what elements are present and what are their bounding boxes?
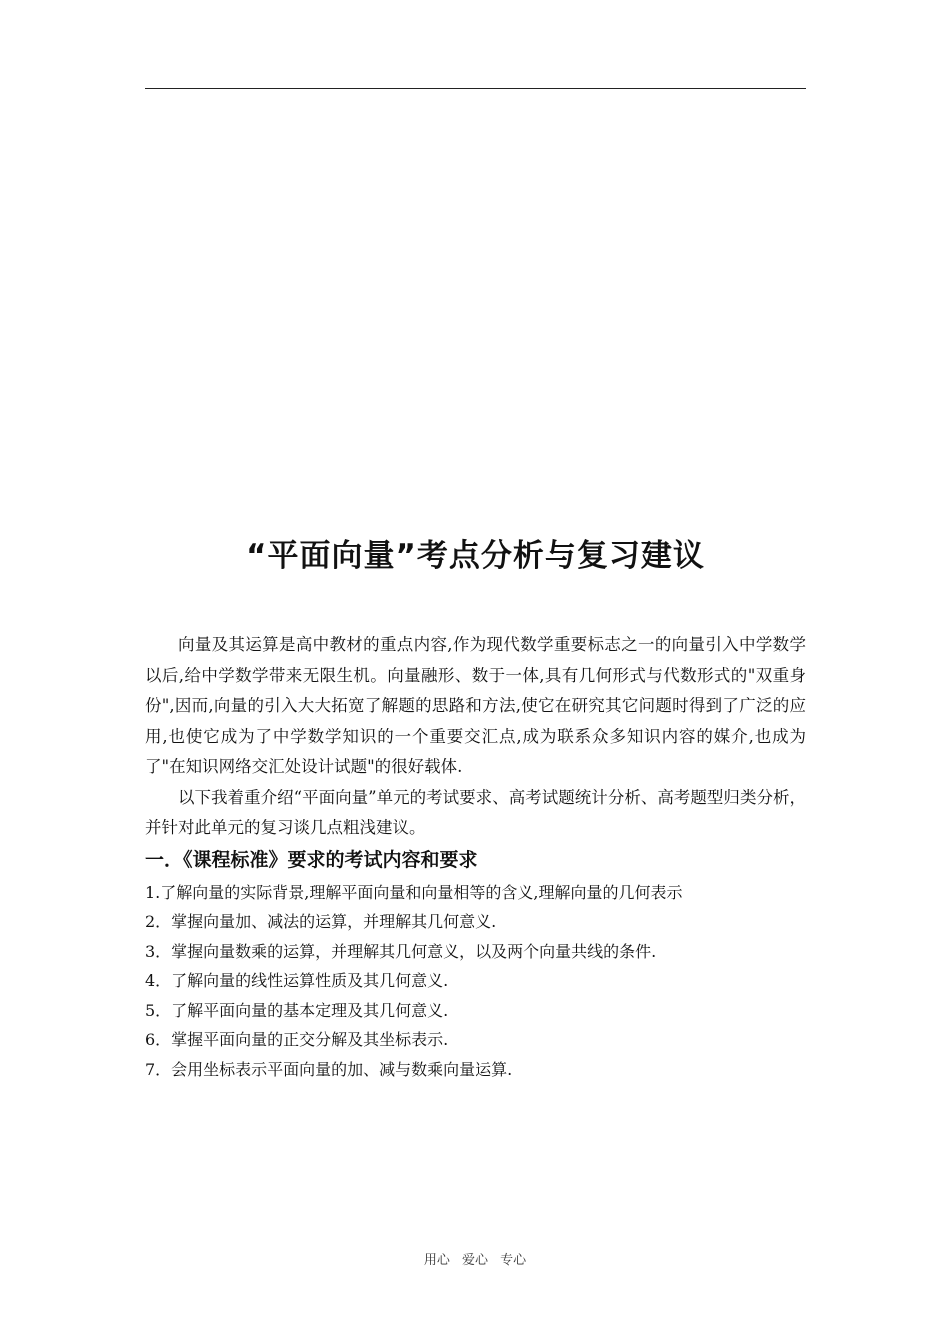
requirement-item: 3．掌握向量数乘的运算，并理解其几何意义，以及两个向量共线的条件. [145, 941, 657, 961]
document-body [145, 630, 806, 1084]
requirement-item: 1.了解向量的实际背景,理解平面向量和向量相等的含义,理解向量的几何表示 [145, 882, 683, 902]
requirements-list [145, 878, 806, 1085]
page-footer: 用心 爱心 专心 [423, 1253, 527, 1268]
requirement-item: 6．掌握平面向量的正交分解及其坐标表示. [145, 1030, 449, 1049]
requirement-item: 7．会用坐标表示平面向量的加、减与数乘向量运算. [145, 1059, 513, 1079]
requirement-item: 4．了解向量的线性运算性质及其几何意义. [145, 971, 449, 990]
overview-paragraph: 以下我着重介绍“平面向量”单元的考试要求、高考试题统计分析、高考题型归类分析，并针对此单元的复习谈几点粗浅建议。 [145, 787, 806, 837]
document-title: “平面向量”考点分析与复习建议 [246, 538, 705, 574]
header-rule [145, 88, 806, 89]
intro-paragraph: 向量及其运算是高中教材的重点内容,作为现代数学重要标志之一的向量引入中学数学以后,给中学数学带来无限生机。向量融形、数于一体,具有几何形式与代数形式的"双重身份",因而,向量的引入大大拓宽了解题的思路和方法,使它在研究其它问题时得到了广泛的应用,也使它成为了中学数学知识的一个重要交汇点,成为联系众多知识内容的媒介,也成为了"在知识网络交汇处设计试题"的很好载体. [145, 635, 806, 776]
requirement-item: 2．掌握向量加、减法的运算，并理解其几何意义. [145, 912, 497, 931]
requirement-item: 5．了解平面向量的基本定理及其几何意义. [145, 1000, 449, 1020]
section-heading: 一．《课程标准》要求的考试内容和要求 [145, 848, 478, 871]
